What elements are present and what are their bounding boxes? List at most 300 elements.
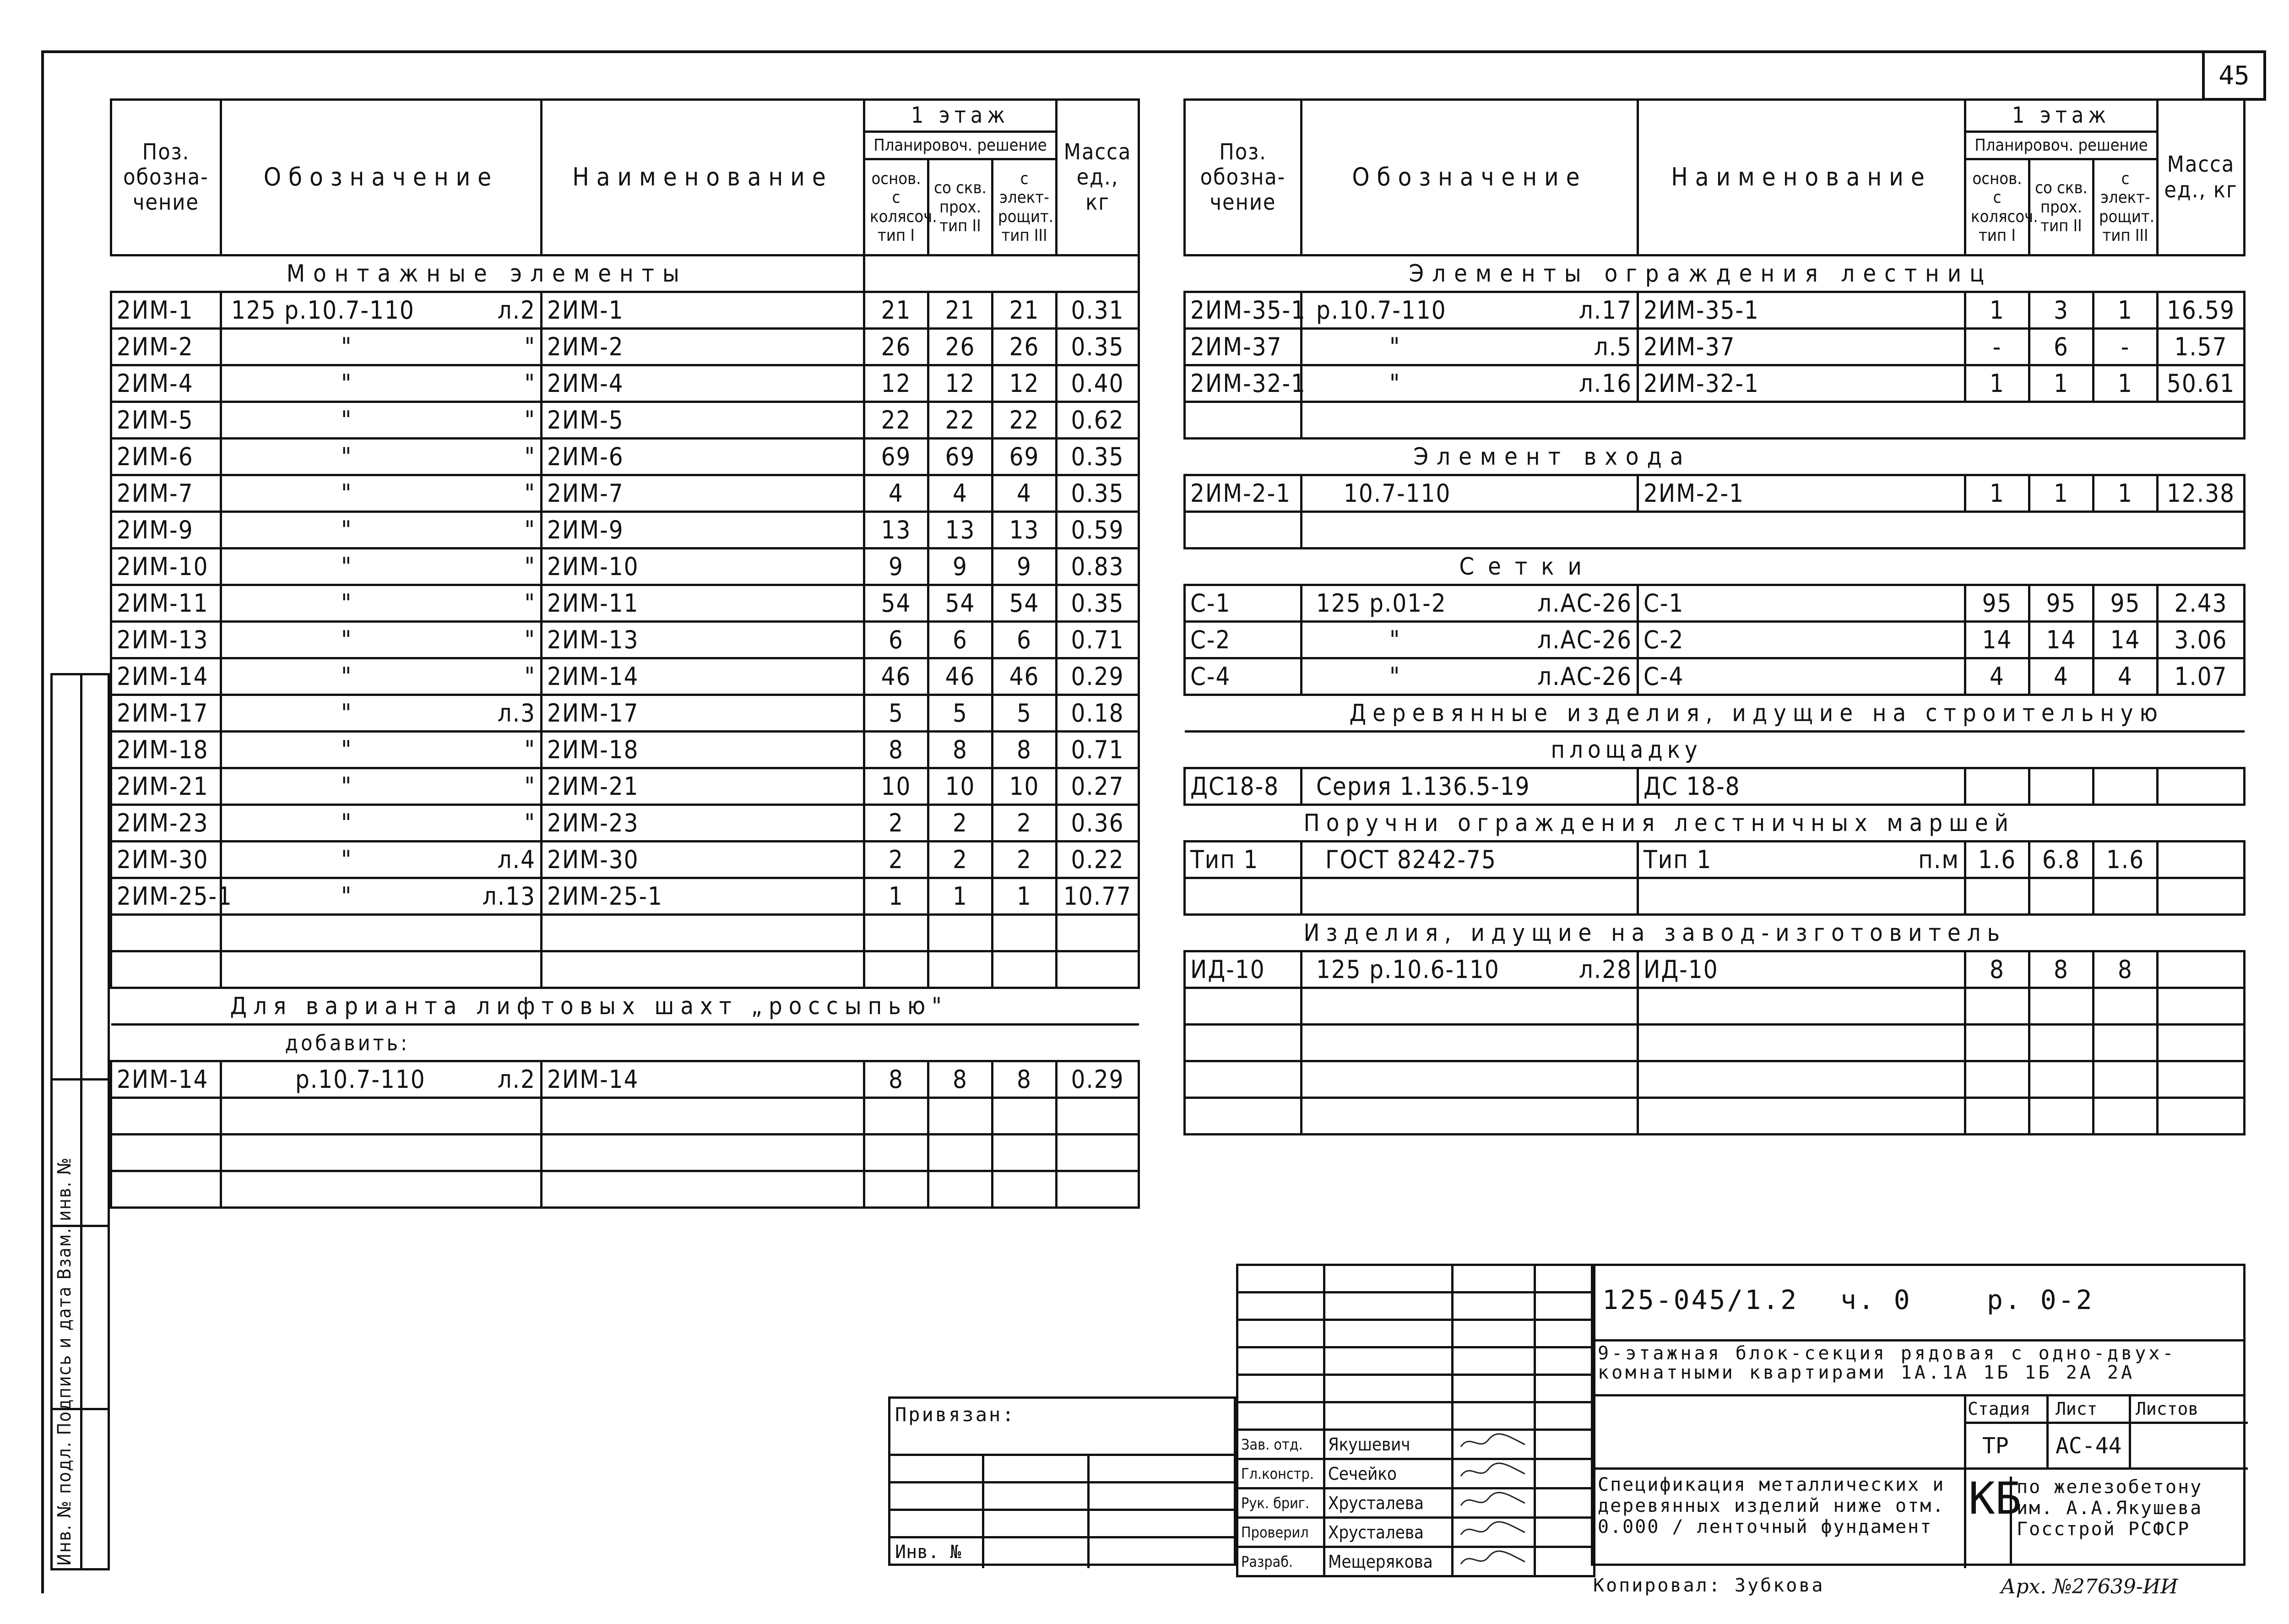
sheet-ref: " (524, 516, 536, 544)
cell-qty-type2: 2 (928, 805, 993, 842)
table-row (111, 402, 1139, 439)
table-row (1185, 768, 2245, 805)
cell-pos: 2ИМ-17 (111, 695, 221, 732)
sheets-header: Листов (2136, 1399, 2199, 1419)
cell-name: 2ИМ-5 (542, 402, 864, 439)
cell-designation (221, 878, 542, 915)
designation-text: " (341, 772, 353, 801)
cell-qty-type2: 69 (928, 439, 993, 475)
staff-row (1237, 1518, 1595, 1547)
cell-pos: 2ИМ-5 (111, 402, 221, 439)
copied-by: Копировал: Зубкова (1593, 1575, 1825, 1596)
cell-mass: 0.27 (1057, 768, 1139, 805)
table-row (1185, 622, 2245, 658)
date (1535, 1459, 1595, 1488)
designation-text: " (341, 735, 353, 764)
side-labels: Инв. № подл. Подпись и дата Взам. инв. № (54, 1157, 75, 1566)
cell-pos: 2ИМ-6 (111, 439, 221, 475)
cell-designation (221, 329, 542, 365)
cell-qty-type1: 1 (1965, 365, 2029, 402)
sheet-ref: " (524, 552, 536, 581)
designation-text: " (341, 369, 353, 398)
cell-qty-type2: 6 (2029, 329, 2094, 365)
cell-qty-type1: 2 (864, 842, 928, 878)
header-planning: Планировоч. решение (864, 132, 1057, 159)
staff-row (1237, 1488, 1595, 1518)
designation-text: " (341, 442, 353, 471)
cell-name: 2ИМ-18 (542, 732, 864, 768)
cell-designation (221, 805, 542, 842)
staff-table (1236, 1428, 1595, 1577)
cell-qty-type2 (2029, 768, 2094, 805)
cell-designation (221, 842, 542, 878)
cell-qty-type3: 4 (2094, 658, 2158, 695)
designation-text: " (341, 589, 353, 618)
sheet-ref: л.АС-26 (1537, 662, 1632, 691)
header-planning: Планировоч. решение (1965, 132, 2158, 159)
table-row (111, 658, 1139, 695)
sheet-ref: л.АС-26 (1537, 589, 1632, 618)
cell-qty-type3: 95 (2094, 585, 2158, 622)
staff-role: Гл.констр. (1237, 1459, 1324, 1488)
cell-designation (221, 292, 542, 329)
revision-grid (1236, 1264, 1595, 1431)
designation-text: " (1389, 662, 1401, 691)
cell-pos: ДС18-8 (1185, 768, 1302, 805)
cell-mass (2158, 842, 2245, 878)
cell-qty-type2: 1 (928, 878, 993, 915)
table-row (111, 292, 1139, 329)
cell-pos: 2ИМ-7 (111, 475, 221, 512)
cell-pos: 2ИМ-14 (111, 1061, 221, 1098)
section-wood-site: Деревянные изделия, идущие на строительную (1185, 695, 2245, 732)
cell-qty-type1: 1.6 (1965, 842, 2029, 878)
designation-text: " (341, 809, 353, 837)
cell-mass: 0.71 (1057, 732, 1139, 768)
cell-pos: 2ИМ-2 (111, 329, 221, 365)
staff-role: Зав. отд. (1237, 1430, 1324, 1459)
cell-name: 2ИМ-17 (542, 695, 864, 732)
cell-qty-type1: 14 (1965, 622, 2029, 658)
header-pos: Поз. обозна- чение (1185, 100, 1302, 255)
cell-qty-type1: 69 (864, 439, 928, 475)
header-mass: Масса ед., кг (1057, 100, 1139, 255)
cell-qty-type3: 8 (2094, 951, 2158, 988)
cell-qty-type1: 9 (864, 549, 928, 585)
header-name: Наименование (1638, 100, 1965, 255)
cell-pos: 2ИМ-37 (1185, 329, 1302, 365)
cell-mass: 0.35 (1057, 585, 1139, 622)
cell-qty-type2: 6 (928, 622, 993, 658)
table-row (1185, 365, 2245, 402)
cell-qty-type2: 9 (928, 549, 993, 585)
cell-pos: ИД-10 (1185, 951, 1302, 988)
cell-qty-type3: - (2094, 329, 2158, 365)
signature (1453, 1488, 1535, 1518)
designation-text: р.10.7-110 (1316, 296, 1447, 325)
sheet-ref: л.3 (497, 699, 536, 728)
cell-qty-type2: 1 (2029, 475, 2094, 512)
sheet-ref: л.17 (1578, 296, 1632, 325)
cell-mass: 0.18 (1057, 695, 1139, 732)
cell-pos: 2ИМ-2-1 (1185, 475, 1302, 512)
cell-mass: 0.35 (1057, 329, 1139, 365)
cell-designation (1302, 365, 1638, 402)
cell-name: 2ИМ-10 (542, 549, 864, 585)
table-row (111, 475, 1139, 512)
cell-name: ДС 18-8 (1638, 768, 1965, 805)
sheet-ref: " (524, 332, 536, 361)
cell-qty-type1: 10 (864, 768, 928, 805)
header-pos: Поз. обозна- чение (111, 100, 221, 255)
cell-qty-type3: 2 (993, 842, 1057, 878)
sheet-ref: " (524, 809, 536, 837)
cell-mass: 0.62 (1057, 402, 1139, 439)
sheet-value: АС-44 (2056, 1433, 2122, 1459)
cell-designation: ГОСТ 8242-75 (1302, 842, 1638, 878)
cell-qty-type3: 8 (993, 732, 1057, 768)
cell-qty-type1: 12 (864, 365, 928, 402)
cell-mass: 16.59 (2158, 292, 2245, 329)
staff-name: Якушевич (1324, 1430, 1453, 1459)
sheet-ref: " (524, 735, 536, 764)
cell-name: 2ИМ-30 (542, 842, 864, 878)
top-border-line (41, 50, 2266, 53)
cell-qty-type3: 5 (993, 695, 1057, 732)
cell-designation (221, 549, 542, 585)
inventory-label: Инв. № (895, 1542, 961, 1563)
designation-text: " (341, 516, 353, 544)
cell-qty-type2: 10 (928, 768, 993, 805)
table-row (111, 695, 1139, 732)
cell-qty-type1: 1 (1965, 292, 2029, 329)
cell-qty-type3: 13 (993, 512, 1057, 549)
designation-text: " (1389, 625, 1401, 654)
section-wood-site-2: площадку (1185, 732, 2245, 768)
cell-mass: 0.83 (1057, 549, 1139, 585)
cell-mass: 12.38 (2158, 475, 2245, 512)
cell-qty-type3: 1.6 (2094, 842, 2158, 878)
cell-qty-type3: 69 (993, 439, 1057, 475)
sheet-ref: л.16 (1578, 369, 1632, 398)
designation-text: 10.7-110 (1344, 479, 1451, 508)
cell-name: 2ИМ-1 (542, 292, 864, 329)
cell-designation (1302, 292, 1638, 329)
cell-name: С-1 (1638, 585, 1965, 622)
cell-qty-type3: 2 (993, 805, 1057, 842)
header-type3: с элект- рощит. тип III (993, 159, 1057, 255)
cell-pos: 2ИМ-10 (111, 549, 221, 585)
cell-designation (221, 622, 542, 658)
cell-name: 2ИМ-2-1 (1638, 475, 1965, 512)
header-type1: основ. с колясоч. тип I (864, 159, 928, 255)
table-row (1185, 658, 2245, 695)
cell-qty-type1: 95 (1965, 585, 2029, 622)
signature (1453, 1547, 1535, 1576)
staff-name: Мещерякова (1324, 1547, 1453, 1576)
stage-header: Стадия (1968, 1399, 2031, 1419)
sheet-ref: " (524, 662, 536, 691)
designation-text: Серия 1.136.5-19 (1316, 772, 1530, 801)
cell-qty-type3: 14 (2094, 622, 2158, 658)
cell-mass: 2.43 (2158, 585, 2245, 622)
table-row (111, 365, 1139, 402)
org-logo: КБ (1969, 1477, 2012, 1564)
section-stair-railing: Элементы ограждения лестниц (1185, 255, 2245, 292)
designation-text: 125 р.01-2 (1316, 589, 1447, 618)
cell-qty-type2: 2 (928, 842, 993, 878)
cell-designation (221, 439, 542, 475)
cell-mass (2158, 768, 2245, 805)
sheet-ref: л.2 (497, 296, 536, 325)
cell-name: 2ИМ-14 (542, 1061, 864, 1098)
designation-text: " (341, 552, 353, 581)
cell-qty-type1: 46 (864, 658, 928, 695)
cell-qty-type1: 4 (864, 475, 928, 512)
cell-qty-type1: - (1965, 329, 2029, 365)
header-designation: Обозначение (1302, 100, 1638, 255)
header-mass: Масса ед., кг (2158, 100, 2245, 255)
cell-qty-type3: 1 (2094, 475, 2158, 512)
cell-name: 2ИМ-4 (542, 365, 864, 402)
cell-name: ИД-10 (1638, 951, 1965, 988)
cell-mass: 0.29 (1057, 1061, 1139, 1098)
table-row (1185, 329, 2245, 365)
cell-mass: 0.35 (1057, 475, 1139, 512)
cell-qty-type2: 46 (928, 658, 993, 695)
staff-name: Хрусталева (1324, 1488, 1453, 1518)
cell-pos: 2ИМ-30 (111, 842, 221, 878)
right-spec-table (1183, 98, 2246, 1135)
cell-pos: С-4 (1185, 658, 1302, 695)
staff-role: Рук. бриг. (1237, 1488, 1324, 1518)
cell-qty-type3: 21 (993, 292, 1057, 329)
cell-qty-type2: 1 (2029, 365, 2094, 402)
left-border-line (41, 50, 44, 1593)
sheet-ref: л.13 (482, 882, 536, 911)
cell-qty-type3: 12 (993, 365, 1057, 402)
cell-name: 2ИМ-6 (542, 439, 864, 475)
cell-qty-type3: 54 (993, 585, 1057, 622)
cell-name: С-4 (1638, 658, 1965, 695)
cell-qty-type3: 26 (993, 329, 1057, 365)
cell-name: 2ИМ-32-1 (1638, 365, 1965, 402)
cell-qty-type1: 5 (864, 695, 928, 732)
cell-name: 2ИМ-11 (542, 585, 864, 622)
sheet-ref: " (524, 369, 536, 398)
table-row (111, 439, 1139, 475)
table-row (111, 622, 1139, 658)
date (1535, 1547, 1595, 1576)
cell-pos: 2ИМ-4 (111, 365, 221, 402)
cell-qty-type1: 8 (864, 1061, 928, 1098)
title-block (1591, 1264, 2246, 1566)
document-title: Спецификация металлических и деревянных изделий ниже отм. 0.000 / ленточный фундамент (1598, 1474, 1945, 1537)
sheet-ref: л.4 (497, 845, 536, 874)
cell-name: С-2 (1638, 622, 1965, 658)
section-meshes: Сетки (1185, 549, 2245, 585)
sheet-ref: л.АС-26 (1537, 625, 1632, 654)
cell-qty-type1: 54 (864, 585, 928, 622)
table-row (111, 805, 1139, 842)
cell-name: 2ИМ-23 (542, 805, 864, 842)
designation-text: " (341, 625, 353, 654)
cell-mass: 10.77 (1057, 878, 1139, 915)
cell-qty-type3: 9 (993, 549, 1057, 585)
table-row (111, 329, 1139, 365)
table-row (111, 842, 1139, 878)
cell-qty-type3: 1 (2094, 365, 2158, 402)
table-row (1185, 292, 2245, 329)
section-entrance: Элемент входа (1185, 439, 2245, 475)
designation-text: " (1389, 369, 1401, 398)
cell-pos: 2ИМ-35-1 (1185, 292, 1302, 329)
designation-text: " (341, 332, 353, 361)
table-row (111, 549, 1139, 585)
cell-qty-type2: 13 (928, 512, 993, 549)
cell-qty-type1: 1 (864, 878, 928, 915)
cell-name: 2ИМ-2 (542, 329, 864, 365)
sheet-ref: " (524, 772, 536, 801)
cell-qty-type2: 12 (928, 365, 993, 402)
factory-row (1185, 951, 2245, 988)
cell-pos: Тип 1 (1185, 842, 1302, 878)
project-code: 125-045/1.2 (1602, 1284, 1799, 1315)
header-name: Наименование (542, 100, 864, 255)
cell-designation (221, 402, 542, 439)
sheet-ref: " (524, 479, 536, 508)
header-floor: 1 этаж (864, 100, 1057, 132)
staff-role: Разраб. (1237, 1547, 1324, 1576)
cell-mass: 0.29 (1057, 658, 1139, 695)
cell-mass (2158, 951, 2245, 988)
cell-pos: 2ИМ-13 (111, 622, 221, 658)
cell-mass: 0.31 (1057, 292, 1139, 329)
cell-qty-type3 (2094, 768, 2158, 805)
cell-qty-type1: 22 (864, 402, 928, 439)
signature (1453, 1518, 1535, 1547)
cell-mass: 0.59 (1057, 512, 1139, 549)
cell-qty-type2: 22 (928, 402, 993, 439)
cell-pos: 2ИМ-23 (111, 805, 221, 842)
sheet-ref: " (524, 589, 536, 618)
organization: по железобетону им. А.А.Якушева Госстрой РСФСР (2017, 1477, 2203, 1540)
designation-text: " (341, 479, 353, 508)
designation-text: " (341, 845, 353, 874)
cell-qty-type3: 46 (993, 658, 1057, 695)
cell-name: 2ИМ-37 (1638, 329, 1965, 365)
cell-designation (1302, 475, 1638, 512)
cell-pos: С-2 (1185, 622, 1302, 658)
cell-pos: 2ИМ-1 (111, 292, 221, 329)
signature (1453, 1430, 1535, 1459)
cell-qty-type2: 5 (928, 695, 993, 732)
cell-name: 2ИМ-35-1 (1638, 292, 1965, 329)
table-row (111, 878, 1139, 915)
variant-title: Для варианта лифтовых шахт „россыпью" (111, 988, 1139, 1025)
cell-name: 2ИМ-9 (542, 512, 864, 549)
cell-qty-type3: 4 (993, 475, 1057, 512)
header-designation: Обозначение (221, 100, 542, 255)
cell-designation (1302, 329, 1638, 365)
sheet-ref: " (524, 625, 536, 654)
cell-mass: 0.22 (1057, 842, 1139, 878)
sheet-ref: " (524, 442, 536, 471)
designation-text: " (341, 699, 353, 728)
staff-row (1237, 1459, 1595, 1488)
cell-designation (1302, 768, 1638, 805)
cell-designation (221, 732, 542, 768)
cell-pos: 2ИМ-9 (111, 512, 221, 549)
sheet-number-box (2202, 50, 2266, 101)
cell-pos: 2ИМ-21 (111, 768, 221, 805)
table-row (111, 768, 1139, 805)
designation-text: 125 р.10.7-110 (231, 296, 415, 325)
cell-pos: 2ИМ-32-1 (1185, 365, 1302, 402)
cell-designation (221, 585, 542, 622)
cell-pos: 2ИМ-25-1 (111, 878, 221, 915)
stage-value: ТР (1982, 1433, 2009, 1459)
cell-designation (1302, 585, 1638, 622)
archive-number: Арх. №27639-ИИ (2001, 1575, 2178, 1598)
cell-mass: 1.57 (2158, 329, 2245, 365)
cell-qty-type2: 8 (928, 1061, 993, 1098)
cell-qty-type1: 8 (864, 732, 928, 768)
cell-qty-type1: 26 (864, 329, 928, 365)
staff-row (1237, 1430, 1595, 1459)
cell-qty-type1: 6 (864, 622, 928, 658)
cell-designation (221, 475, 542, 512)
cell-designation (221, 512, 542, 549)
cell-qty-type3: 8 (993, 1061, 1057, 1098)
cell-qty-type1: 4 (1965, 658, 2029, 695)
binding-label: Привязан: (895, 1403, 1016, 1426)
cell-qty-type3: 1 (2094, 292, 2158, 329)
cell-qty-type1: 21 (864, 292, 928, 329)
designation-text: " (341, 882, 353, 911)
cell-name: 2ИМ-25-1 (542, 878, 864, 915)
cell-qty-type2: 3 (2029, 292, 2094, 329)
cell-qty-type2: 4 (2029, 658, 2094, 695)
cell-qty-type2: 6.8 (2029, 842, 2094, 878)
table-row (111, 732, 1139, 768)
sheet-number: 45 (2218, 60, 2250, 91)
cell-mass: 1.07 (2158, 658, 2245, 695)
cell-qty-type2: 21 (928, 292, 993, 329)
header-type3: с элект- рощит. тип III (2094, 159, 2158, 255)
sheet-header: Лист (2056, 1399, 2098, 1419)
cell-pos: 2ИМ-14 (111, 658, 221, 695)
cell-mass: 0.35 (1057, 439, 1139, 475)
cell-designation: 125 р.10.6-110 л.28 (1302, 951, 1638, 988)
designation-text: " (341, 406, 353, 435)
cell-qty-type1: 13 (864, 512, 928, 549)
cell-name: 2ИМ-21 (542, 768, 864, 805)
header-type2: со скв. прох. тип II (928, 159, 993, 255)
project-title: 9-этажная блок-секция рядовая с одно-двух- комнатными квартирами 1А.1А 1Б 1Б 2А 2А (1598, 1343, 2176, 1383)
part-label: ч. 0 (1840, 1284, 1912, 1315)
cell-designation (1302, 622, 1638, 658)
cell-mass: 0.71 (1057, 622, 1139, 658)
cell-mass: 0.40 (1057, 365, 1139, 402)
cell-mass: 3.06 (2158, 622, 2245, 658)
staff-role: Проверил (1237, 1518, 1324, 1547)
cell-mass: 50.61 (2158, 365, 2245, 402)
cell-qty-type2: 4 (928, 475, 993, 512)
cell-name: 2ИМ-7 (542, 475, 864, 512)
section-label: р. 0-2 (1987, 1284, 2094, 1315)
cell-designation (221, 365, 542, 402)
